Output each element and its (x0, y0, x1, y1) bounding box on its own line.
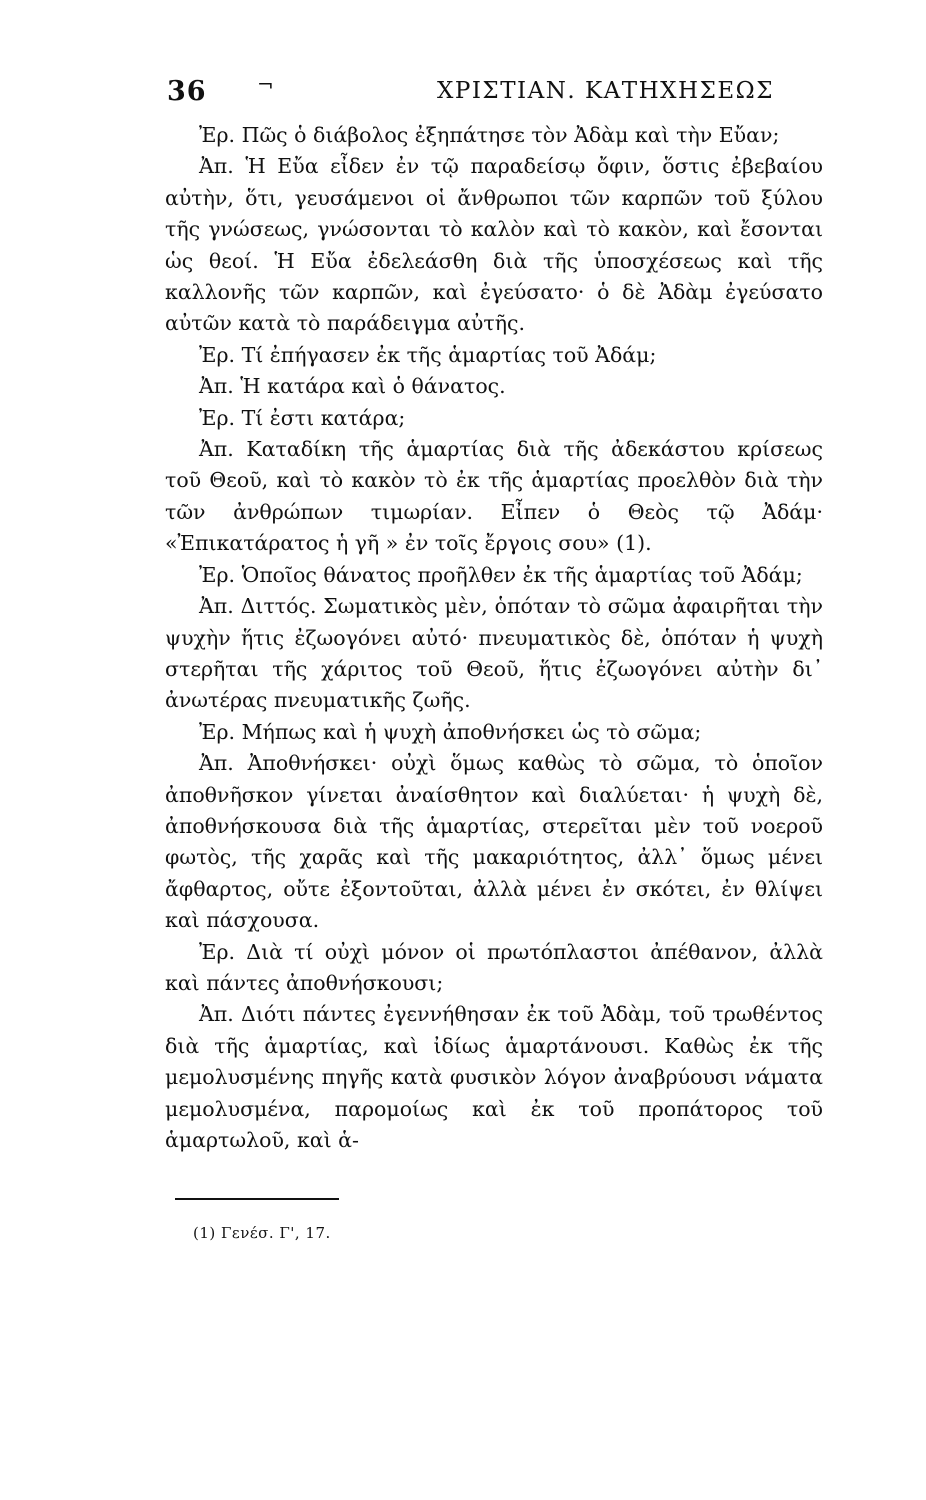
header-mark: ¬ (257, 72, 274, 96)
running-head: ΧΡΙΣΤΙΑΝ. ΚΑΤΗΧΗΣΕΩΣ (437, 78, 774, 104)
paragraph-question-5: Ἐρ. Μήπως καὶ ἡ ψυχὴ ἀποθνήσκει ὡς τὸ σῶμα; (199, 719, 702, 744)
paragraph-answer-6: Ἀπ. Διότι πάντες ἐγεννήθησαν ἐκ τοῦ Ἀδὰμ, τοῦ τρωθέντος διὰ τῆς ἁμαρτίας, καὶ ἰδίως ἁμαρτάνουσι. Καθὼς ἐκ τῆς μεμολυσμένης πηγῆς κατὰ φυσικὸν λόγον ἀναβρύουσι νάματα μεμολυσμένα, παρομοίως καὶ ἐκ τοῦ προπάτορος τοῦ ἁμαρτωλοῦ, καὶ ἁ- (165, 1002, 823, 1152)
paragraph-answer-2: Ἀπ. Ἡ κατάρα καὶ ὁ θάνατος. (199, 374, 506, 399)
paragraph-question-6: Ἐρ. Διὰ τί οὐχὶ μόνον οἱ πρωτόπλαστοι ἀπέθανον, ἀλλὰ καὶ πάντες ἀποθνήσκουσι; (165, 939, 823, 995)
paragraph-answer-5: Ἀπ. Ἀποθνήσκει· οὐχὶ ὅμως καθὼς τὸ σῶμα, τὸ ὁποῖον ἀποθνῆσκον γίνεται ἀναίσθητον καὶ διαλύεται· ἡ ψυχὴ δὲ, ἀποθνήσκουσα διὰ τῆς ἁμαρτίας, στερεῖται μὲν τοῦ νοεροῦ φωτὸς, τῆς χαρᾶς καὶ τῆς μακαριότητος, ἀλλ᾽ ὅμως μένει ἄφθαρτος, οὔτε ἐξοντοῦται, ἀλλὰ μένει ἐν σκότει, ἐν θλίψει καὶ πάσχουσα. (165, 751, 823, 933)
paragraph-answer-3: Ἀπ. Καταδίκη τῆς ἁμαρτίας διὰ τῆς ἀδεκάστου κρίσεως τοῦ Θεοῦ, καὶ τὸ κακὸν τὸ ἐκ τῆς ἁμαρτίας προελθὸν διὰ τὴν τῶν ἀνθρώπων τιμωρίαν. Εἶπεν ὁ Θεὸς τῷ Ἀδάμ· «Ἐπικατάρατος ἡ γῆ » ἐν τοῖς ἔργοις σου» (1). (165, 437, 823, 556)
footnote-rule (175, 1198, 339, 1200)
page-header (167, 72, 827, 116)
paragraph-question-3: Ἐρ. Τί ἐστι κατάρα; (199, 405, 406, 430)
paragraph-question-1: Ἐρ. Πῶς ὁ διάβολος ἐξηπάτησε τὸν Ἀδὰμ καὶ τὴν Εὔαν; (199, 123, 780, 147)
paragraph-question-4: Ἐρ. Ὁποῖος θάνατος προῆλθεν ἐκ τῆς ἁμαρτίας τοῦ Ἀδάμ; (199, 562, 803, 587)
paragraph-answer-4: Ἀπ. Διττός. Σωματικὸς μὲν, ὁπόταν τὸ σῶμα ἀφαιρῆται τὴν ψυχὴν ἥτις ἐζωογόνει αὐτό· πνευματικὸς δὲ, ὁπόταν ἡ ψυχὴ στερῆται τῆς χάριτος τοῦ Θεοῦ, ἥτις ἐζωογόνει αὐτὴν δι᾽ ἀνωτέρας πνευματικῆς ζωῆς. (165, 594, 823, 713)
paragraph-question-2: Ἐρ. Τί ἐπήγασεν ἐκ τῆς ἁμαρτίας τοῦ Ἀδάμ; (199, 342, 657, 367)
paragraph-answer-1: Ἀπ. Ἡ Εὔα εἶδεν ἐν τῷ παραδείσῳ ὄφιν, ὅστις ἐβεβαίου αὐτὴν, ὅτι, γευσάμενοι οἱ ἄνθρωποι τῶν καρπῶν τοῦ ξύλου τῆς γνώσεως, γνώσονται τὸ καλὸν καὶ τὸ κακὸν, καὶ ἔσονται ὡς θεοί. Ἡ Εὔα ἐδελεάσθη διὰ τῆς ὑποσχέσεως καὶ τῆς καλλονῆς τῶν καρπῶν, καὶ ἐγεύσατο· ὁ δὲ Ἀδὰμ ἐγεύσατο αὐτῶν κατὰ τὸ παράδειγμα αὐτῆς. (165, 154, 823, 336)
footnote: (1) Γενέσ. Γ', 17. (193, 1224, 331, 1242)
body-text (165, 120, 823, 1156)
page-number: 36 (167, 76, 207, 107)
